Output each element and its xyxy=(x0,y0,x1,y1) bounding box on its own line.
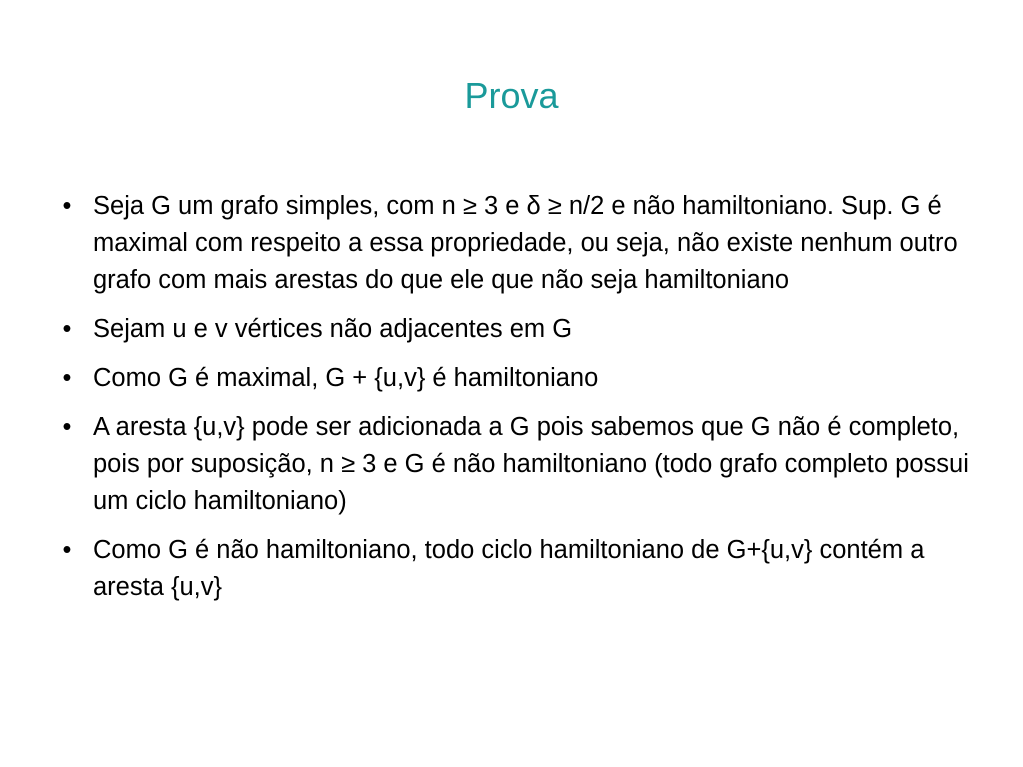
slide-title: Prova xyxy=(464,75,559,116)
bullet-icon: • xyxy=(62,364,72,392)
bullet-item xyxy=(57,409,987,520)
bullet-text: Como G é não hamiltoniano, todo ciclo hamiltoniano de G+{u,v} contém a aresta {u,v} xyxy=(93,536,925,601)
bullet-icon: • xyxy=(62,315,72,343)
bullet-icon: • xyxy=(62,192,72,220)
bullet-text: Sejam u e v vértices não adjacentes em G xyxy=(93,315,573,343)
bullet-icon: • xyxy=(62,536,72,564)
bullet-list xyxy=(57,188,987,618)
bullet-icon: • xyxy=(62,413,72,441)
bullet-item xyxy=(57,188,987,299)
bullet-item xyxy=(57,311,987,348)
bullet-item xyxy=(57,532,987,606)
bullet-text: Seja G um grafo simples, com n ≥ 3 e δ ≥ n/2 e não hamiltoniano. Sup. G é maximal com respeito a essa propriedade, ou seja, não existe nenhum outro grafo com mais arestas do que ele que não seja hamiltoniano xyxy=(93,192,958,294)
bullet-text: A aresta {u,v} pode ser adicionada a G pois sabemos que G não é completo, pois por suposição, n ≥ 3 e G é não hamiltoniano (todo grafo completo possui um ciclo hamiltoniano) xyxy=(93,413,969,515)
bullet-text: Como G é maximal, G + {u,v} é hamiltoniano xyxy=(93,364,599,392)
bullet-item xyxy=(57,360,987,397)
